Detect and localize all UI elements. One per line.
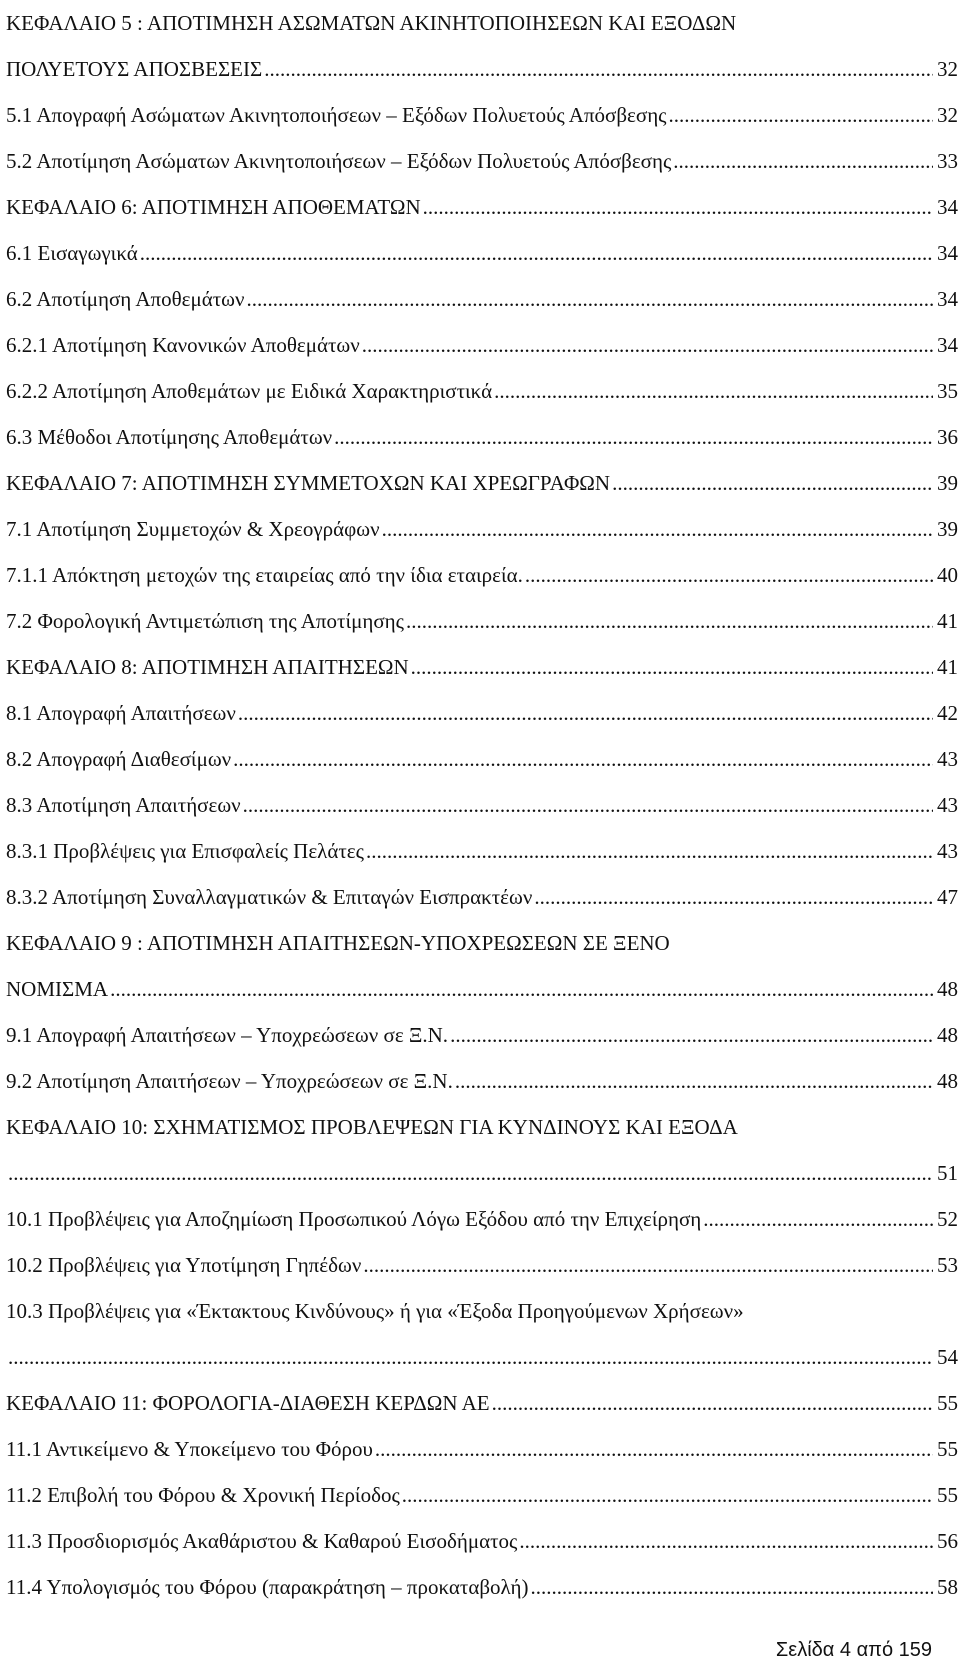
toc-dot-leader xyxy=(455,1058,933,1104)
page-number-label: Σελίδα 4 από 159 xyxy=(775,1639,932,1661)
toc-entry[interactable] xyxy=(6,874,958,920)
toc-entry-text: 8.1 Απογραφή Απαιτήσεων xyxy=(6,701,236,725)
toc-dot-leader xyxy=(382,506,933,552)
toc-entry-text: ΠΟΛΥΕΤΟΥΣ ΑΠΟΣΒΕΣΕΙΣ xyxy=(6,57,263,81)
toc-entry[interactable] xyxy=(6,644,958,690)
toc-entry[interactable] xyxy=(6,1104,958,1150)
toc-entry[interactable] xyxy=(6,1196,958,1242)
toc-entry-text: 9.1 Απογραφή Απαιτήσεων – Υποχρεώσεων σε Ξ.Ν. xyxy=(6,1023,449,1047)
toc-entry[interactable] xyxy=(6,690,958,736)
toc-entry-text: 6.2.2 Αποτίμηση Αποθεμάτων με Ειδικά Χαρακτηριστικά xyxy=(6,379,493,403)
toc-dot-leader xyxy=(375,1426,933,1472)
toc-page-number: 43 xyxy=(937,839,958,863)
toc-dot-leader xyxy=(703,1196,933,1242)
toc-entry-text: 10.3 Προβλέψεις για «Έκτακτους Κινδύνους» ή για «Έξοδα Προηγούμενων Χρήσεων» xyxy=(6,1299,744,1323)
toc-dot-leader xyxy=(673,138,933,184)
toc-dot-leader xyxy=(534,874,933,920)
toc-entry[interactable] xyxy=(6,1334,958,1380)
toc-page-number: 40 xyxy=(937,563,958,587)
toc-dot-leader xyxy=(366,828,933,874)
toc-dot-leader xyxy=(423,184,933,230)
toc-entry[interactable] xyxy=(6,1058,958,1104)
toc-entry-text: ΚΕΦΑΛΑΙΟ 5 : ΑΠΟΤΙΜΗΣΗ ΑΣΩΜΑΤΩΝ ΑΚΙΝΗΤΟΠΟΙΗΣΕΩΝ ΚΑΙ ΕΞΟΔΩΝ xyxy=(6,11,737,35)
toc-entry[interactable] xyxy=(6,1426,958,1472)
toc-dot-leader xyxy=(247,276,934,322)
toc-entry[interactable] xyxy=(6,920,958,966)
toc-page-number: 32 xyxy=(937,103,958,127)
toc-entry-text: 6.1 Εισαγωγικά xyxy=(6,241,138,265)
toc-page-number: 41 xyxy=(937,609,958,633)
toc-entry-text: 9.2 Αποτίμηση Απαιτήσεων – Υποχρεώσεων σε Ξ.Ν. xyxy=(6,1069,453,1093)
toc-dot-leader xyxy=(519,1518,933,1564)
toc-dot-leader xyxy=(243,782,933,828)
toc-entry[interactable] xyxy=(6,460,958,506)
toc-dot-leader xyxy=(334,414,933,460)
toc-page-number: 48 xyxy=(937,1069,958,1093)
toc-page-number: 35 xyxy=(937,379,958,403)
toc-entry[interactable] xyxy=(6,414,958,460)
toc-page-number: 34 xyxy=(937,241,958,265)
toc-dot-leader xyxy=(264,46,933,92)
toc-page-number: 55 xyxy=(937,1437,958,1461)
toc-dot-leader xyxy=(363,1242,933,1288)
toc-entry[interactable] xyxy=(6,230,958,276)
toc-entry-text: ΝΟΜΙΣΜΑ xyxy=(6,977,109,1001)
toc-entry[interactable] xyxy=(6,736,958,782)
toc-entry[interactable] xyxy=(6,1472,958,1518)
toc-dot-leader xyxy=(494,368,933,414)
toc-dot-leader xyxy=(233,736,933,782)
toc-entry[interactable] xyxy=(6,782,958,828)
toc-page-number: 58 xyxy=(937,1575,958,1599)
toc-entry[interactable] xyxy=(6,828,958,874)
toc-page-number: 41 xyxy=(937,655,958,679)
toc-dot-leader xyxy=(8,1150,933,1196)
toc-page-number: 43 xyxy=(937,747,958,771)
toc-entry[interactable] xyxy=(6,1380,958,1426)
toc-page-number: 56 xyxy=(937,1529,958,1553)
toc-entry-text: ΚΕΦΑΛΑΙΟ 11: ΦΟΡΟΛΟΓΙΑ-ΔΙΑΘΕΣΗ ΚΕΡΔΩΝ ΑΕ xyxy=(6,1391,490,1415)
toc-entry[interactable] xyxy=(6,598,958,644)
toc-entry-text: ΚΕΦΑΛΑΙΟ 9 : ΑΠΟΤΙΜΗΣΗ ΑΠΑΙΤΗΣΕΩΝ-ΥΠΟΧΡΕΩΣΕΩΝ ΣΕ ΞΕΝΟ xyxy=(6,931,670,955)
toc-dot-leader xyxy=(411,644,933,690)
toc-entry-text: 11.1 Αντικείμενο & Υποκείμενο του Φόρου xyxy=(6,1437,373,1461)
toc-entry-text: 5.2 Αποτίμηση Ασώματων Ακινητοποιήσεων – Εξόδων Πολυετούς Απόσβεσης xyxy=(6,149,672,173)
toc-page-number: 42 xyxy=(937,701,958,725)
toc-dot-leader xyxy=(362,322,933,368)
toc-page-number: 33 xyxy=(937,149,958,173)
toc-entry-text: 7.1 Αποτίμηση Συμμετοχών & Χρεογράφων xyxy=(6,517,380,541)
toc-entry[interactable] xyxy=(6,322,958,368)
toc-page-number: 51 xyxy=(937,1161,958,1185)
toc-page-number: 55 xyxy=(937,1483,958,1507)
toc-entry[interactable] xyxy=(6,1564,958,1610)
toc-dot-leader xyxy=(238,690,933,736)
toc-entry[interactable] xyxy=(6,1518,958,1564)
toc-dot-leader xyxy=(669,92,934,138)
toc-entry-text: ΚΕΦΑΛΑΙΟ 6: ΑΠΟΤΙΜΗΣΗ ΑΠΟΘΕΜΑΤΩΝ xyxy=(6,195,421,219)
table-of-contents xyxy=(6,0,958,1610)
toc-page-number: 39 xyxy=(937,517,958,541)
toc-page-number: 39 xyxy=(937,471,958,495)
toc-entry[interactable] xyxy=(6,0,958,46)
toc-entry-text: 10.1 Προβλέψεις για Αποζημίωση Προσωπικού Λόγω Εξόδου από την Επιχείρηση xyxy=(6,1207,702,1231)
toc-entry[interactable] xyxy=(6,1242,958,1288)
toc-dot-leader xyxy=(450,1012,933,1058)
toc-entry[interactable] xyxy=(6,46,958,92)
toc-entry-text: 7.1.1 Απόκτηση μετοχών της εταιρείας από την ίδια εταιρεία. xyxy=(6,563,523,587)
toc-entry[interactable] xyxy=(6,506,958,552)
toc-page-number: 32 xyxy=(937,57,958,81)
toc-entry-text: 11.4 Υπολογισμός του Φόρου (παρακράτηση – προκαταβολή) xyxy=(6,1575,529,1599)
toc-entry-text: 6.3 Μέθοδοι Αποτίμησης Αποθεμάτων xyxy=(6,425,333,449)
toc-entry-text: 8.2 Απογραφή Διαθεσίμων xyxy=(6,747,232,771)
toc-entry[interactable] xyxy=(6,184,958,230)
toc-entry[interactable] xyxy=(6,1012,958,1058)
toc-page-number: 36 xyxy=(937,425,958,449)
toc-entry[interactable] xyxy=(6,1288,958,1334)
toc-entry[interactable] xyxy=(6,92,958,138)
toc-entry[interactable] xyxy=(6,138,958,184)
toc-page-number: 54 xyxy=(937,1345,958,1369)
toc-page-number: 48 xyxy=(937,1023,958,1047)
toc-entry[interactable] xyxy=(6,276,958,322)
toc-entry[interactable] xyxy=(6,1150,958,1196)
toc-dot-leader xyxy=(406,598,933,644)
toc-dot-leader xyxy=(530,1564,933,1610)
toc-page-number: 34 xyxy=(937,333,958,357)
toc-page-number: 47 xyxy=(937,885,958,909)
toc-entry-text: 11.2 Επιβολή του Φόρου & Χρονική Περίοδος xyxy=(6,1483,400,1507)
toc-entry-text: 10.2 Προβλέψεις για Υποτίμηση Γηπέδων xyxy=(6,1253,362,1277)
toc-entry-text: 8.3.1 Προβλέψεις για Επισφαλείς Πελάτες xyxy=(6,839,364,863)
toc-entry-text: ΚΕΦΑΛΑΙΟ 10: ΣΧΗΜΑΤΙΣΜΟΣ ΠΡΟΒΛΕΨΕΩΝ ΓΙΑ ΚΥΝΔΙΝΟΥΣ ΚΑΙ ΕΞΟΔΑ xyxy=(6,1115,738,1139)
toc-dot-leader xyxy=(492,1380,933,1426)
toc-entry[interactable] xyxy=(6,368,958,414)
toc-page-number: 52 xyxy=(937,1207,958,1231)
toc-dot-leader xyxy=(140,230,933,276)
toc-entry[interactable] xyxy=(6,966,958,1012)
page-footer xyxy=(776,1639,932,1662)
toc-page-number: 55 xyxy=(937,1391,958,1415)
toc-page-number: 43 xyxy=(937,793,958,817)
toc-page-number: 34 xyxy=(937,195,958,219)
toc-entry-text: ΚΕΦΑΛΑΙΟ 7: ΑΠΟΤΙΜΗΣΗ ΣΥΜΜΕΤΟΧΩΝ ΚΑΙ ΧΡΕΩΓΡΑΦΩΝ xyxy=(6,471,611,495)
toc-dot-leader xyxy=(8,1334,933,1380)
toc-entry-text: 8.3.2 Αποτίμηση Συναλλαγματικών & Επιταγών Εισπρακτέων xyxy=(6,885,533,909)
toc-entry-text: 11.3 Προσδιορισμός Ακαθάριστου & Καθαρού Εισοδήματος xyxy=(6,1529,518,1553)
toc-page-number: 34 xyxy=(937,287,958,311)
toc-page-number: 48 xyxy=(937,977,958,1001)
toc-entry[interactable] xyxy=(6,552,958,598)
toc-dot-leader xyxy=(402,1472,933,1518)
toc-entry-text: ΚΕΦΑΛΑΙΟ 8: ΑΠΟΤΙΜΗΣΗ ΑΠΑΙΤΗΣΕΩΝ xyxy=(6,655,409,679)
toc-dot-leader xyxy=(110,966,933,1012)
toc-entry-text: 8.3 Αποτίμηση Απαιτήσεων xyxy=(6,793,241,817)
toc-entry-text: 5.1 Απογραφή Ασώματων Ακινητοποιήσεων – Εξόδων Πολυετούς Απόσβεσης xyxy=(6,103,667,127)
toc-entry-text: 6.2.1 Αποτίμηση Κανονικών Αποθεμάτων xyxy=(6,333,360,357)
toc-dot-leader xyxy=(612,460,933,506)
toc-entry-text: 7.2 Φορολογική Αντιμετώπιση της Αποτίμησης xyxy=(6,609,404,633)
toc-dot-leader xyxy=(525,552,933,598)
toc-entry-text: 6.2 Αποτίμηση Αποθεμάτων xyxy=(6,287,245,311)
toc-page-number: 53 xyxy=(937,1253,958,1277)
